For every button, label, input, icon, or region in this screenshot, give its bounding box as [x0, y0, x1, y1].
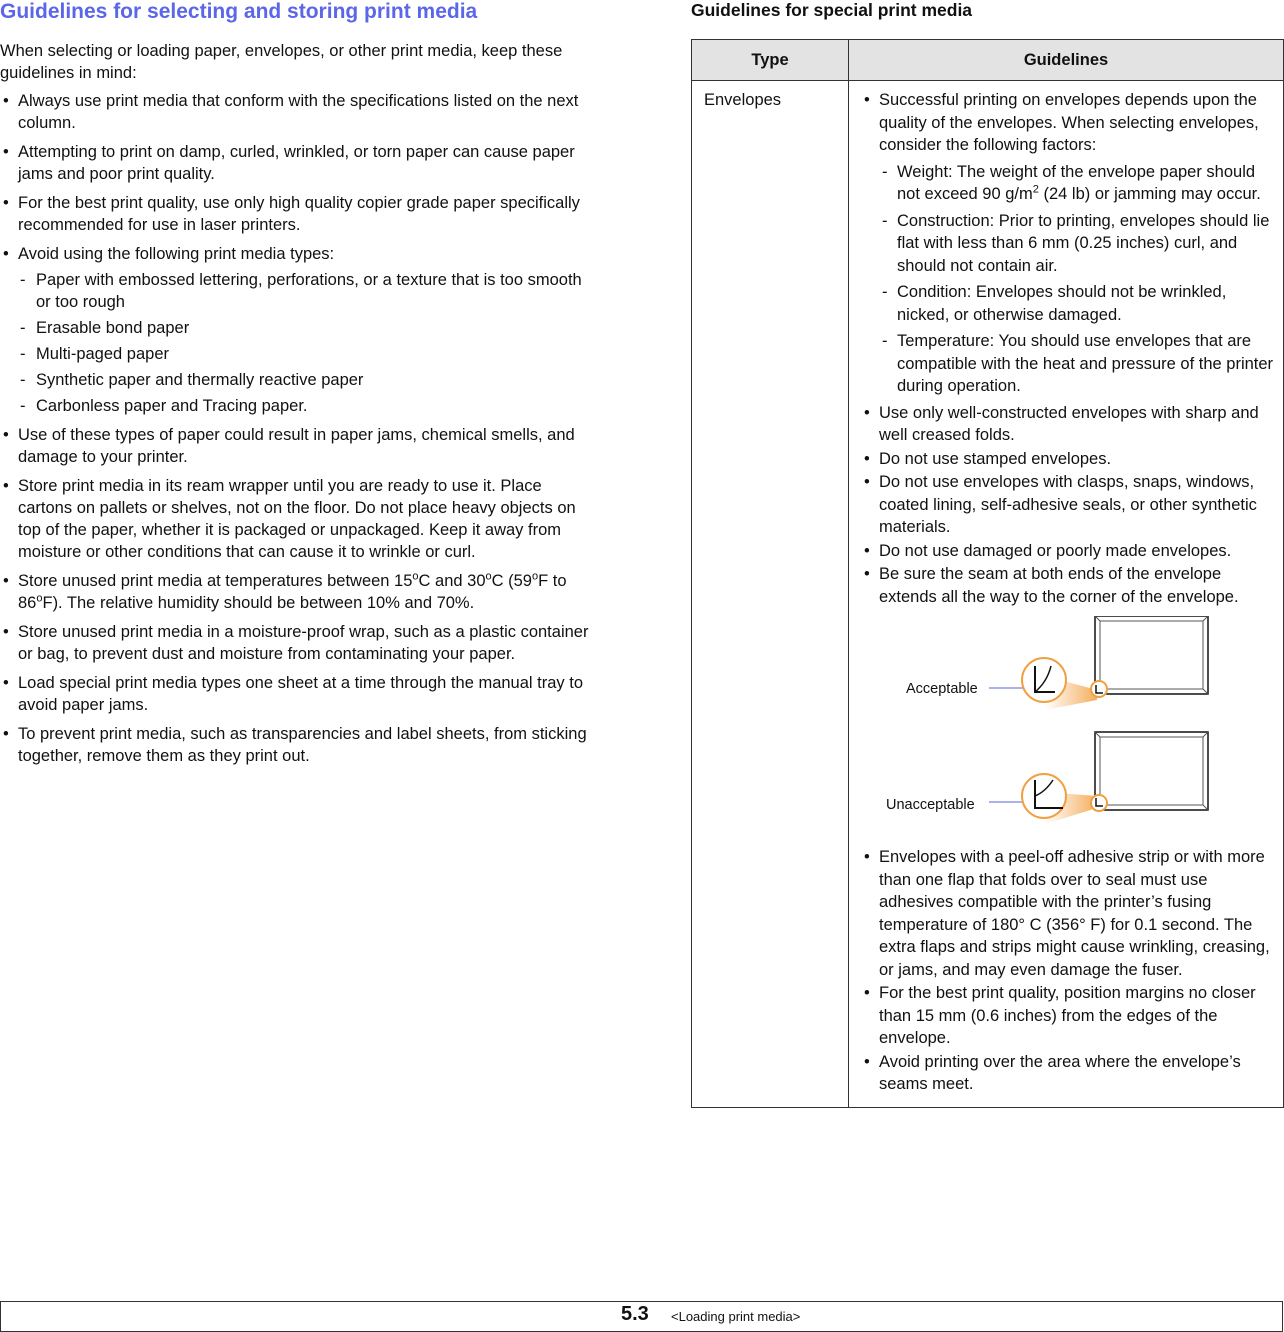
column-header-guidelines: Guidelines	[849, 40, 1284, 81]
list-item: • Store unused print media in a moisture-proof wrap, such as a plastic container or bag, to prevent dust and moisture from contaminating your paper.	[0, 621, 590, 665]
guidelines-cell	[849, 81, 1284, 1108]
envelope-factors-sublist	[879, 161, 1275, 398]
list-item: • Attempting to print on damp, curled, wrinkled, or torn paper can cause paper jams and poor print quality.	[0, 141, 590, 185]
sub-list-item: - Carbonless paper and Tracing paper.	[18, 395, 590, 417]
page-footer	[0, 1301, 1283, 1332]
table-row	[692, 81, 1284, 1108]
acceptable-label: Acceptable	[906, 681, 978, 697]
envelope-diagram-icon	[863, 616, 1283, 840]
avoid-media-sublist	[18, 269, 590, 417]
chapter-name: <Loading print media>	[671, 1309, 801, 1324]
unacceptable-label: Unacceptable	[886, 797, 975, 813]
guidelines-list	[0, 90, 590, 774]
envelope-guidelines-list-continued	[863, 846, 1275, 1096]
sub-list-item: - Paper with embossed lettering, perforations, or a texture that is too smooth or too rough	[18, 269, 590, 313]
list-item: • For the best print quality, position margins no closer than 15 mm (0.6 inches) from the edges of the envelope.	[863, 982, 1275, 1050]
section-title: Guidelines for selecting and storing print media	[0, 0, 478, 23]
list-item: • Do not use damaged or poorly made envelopes.	[863, 540, 1275, 563]
sub-list-item: - Multi-paged paper	[18, 343, 590, 365]
list-item: • Use of these types of paper could result in paper jams, chemical smells, and damage to your printer.	[0, 424, 590, 468]
intro-paragraph: When selecting or loading paper, envelopes, or other print media, keep these guidelines in mind:	[0, 42, 563, 82]
sub-list-item-construction: - Construction: Prior to printing, envelopes should lie flat with less than 6 mm (0.25 inches) curl, and should not contain air.	[879, 210, 1275, 278]
page-number: 5.3	[621, 1303, 649, 1325]
acceptable-envelope-icon	[989, 616, 1208, 710]
list-item: • Do not use stamped envelopes.	[863, 448, 1275, 471]
column-header-type: Type	[692, 40, 849, 81]
list-item: • Avoid printing over the area where the envelope’s seams meet.	[863, 1051, 1275, 1096]
list-item: • Use only well-constructed envelopes with sharp and well creased folds.	[863, 402, 1275, 447]
special-media-title: Guidelines for special print media	[691, 0, 973, 20]
sub-list-item: - Erasable bond paper	[18, 317, 590, 339]
list-item: • Avoid using the following print media types: - Paper with embossed lettering, perforations, or a texture that is too smooth or too rough - Erasable bond paper - Multi-paged paper - Synthetic paper and thermally reactive paper - Carbonless paper and Tracing paper.	[0, 243, 590, 417]
list-item-temperature: • Store unused print media at temperatures between 15$^o$C and 30$^o$C (59$^o$F to 86$^o$F). The relative humidity should be between 10% and 70%.	[0, 570, 590, 614]
sub-list-item: - Synthetic paper and thermally reactive paper	[18, 369, 590, 391]
list-item: • Do not use envelopes with clasps, snaps, windows, coated lining, self-adhesive seals, or other synthetic materials.	[863, 471, 1275, 539]
list-item: • Be sure the seam at both ends of the envelope extends all the way to the corner of the envelope.	[863, 563, 1275, 608]
list-item: • To prevent print media, such as transparencies and label sheets, from sticking together, remove them as they print out.	[0, 723, 590, 767]
type-cell: Envelopes	[692, 81, 849, 1108]
list-item: • For the best print quality, use only high quality copier grade paper specifically recommended for use in laser printers.	[0, 192, 590, 236]
list-item: • Load special print media types one sheet at a time through the manual tray to avoid paper jams.	[0, 672, 590, 716]
envelope-guidelines-list	[863, 89, 1275, 608]
list-item: • Envelopes with a peel-off adhesive strip or with more than one flap that folds over to seal must use adhesives compatible with the printer’s fusing temperature of 180° C (356° F) for 0.1 second. The extra flaps and strips might cause wrinkling, creasing, or jams, and may even damage the fuser.	[863, 846, 1275, 981]
list-item: • Always use print media that conform with the specifications listed on the next column.	[0, 90, 590, 134]
table-header-row	[692, 40, 1284, 81]
list-item: • Successful printing on envelopes depends upon the quality of the envelopes. When selecting envelopes, consider the following factors: - Weight: The weight of the envelope paper should not exceed 90 $g/m^2$ (24 lb) or jamming may occur. - Construction: Prior to printing, envelopes should lie flat with less than 6 mm (0.25 inches) curl, and should not contain air. - Condition: Envelopes should not be wrinkled, nicked, or otherwise damaged. - Temperature: You should use envelopes that are compatible with the heat and pressure of the printer during operation.	[863, 89, 1275, 398]
unacceptable-envelope-icon	[989, 732, 1208, 824]
sub-list-item-condition: - Condition: Envelopes should not be wrinkled, nicked, or otherwise damaged.	[879, 281, 1275, 326]
sub-list-item-temperature: - Temperature: You should use envelopes that are compatible with the heat and pressure of the printer during operation.	[879, 330, 1275, 398]
envelope-seam-figure	[863, 616, 1275, 840]
special-media-table	[691, 39, 1284, 1108]
sub-list-item-weight: - Weight: The weight of the envelope paper should not exceed 90 $g/m^2$ (24 lb) or jamming may occur.	[879, 161, 1275, 206]
list-item: • Store print media in its ream wrapper until you are ready to use it. Place cartons on pallets or shelves, not on the floor. Do not place heavy objects on top of the paper, whether it is packaged or unpackaged. Keep it away from moisture or other conditions that can cause it to wrinkle or curl.	[0, 475, 590, 563]
